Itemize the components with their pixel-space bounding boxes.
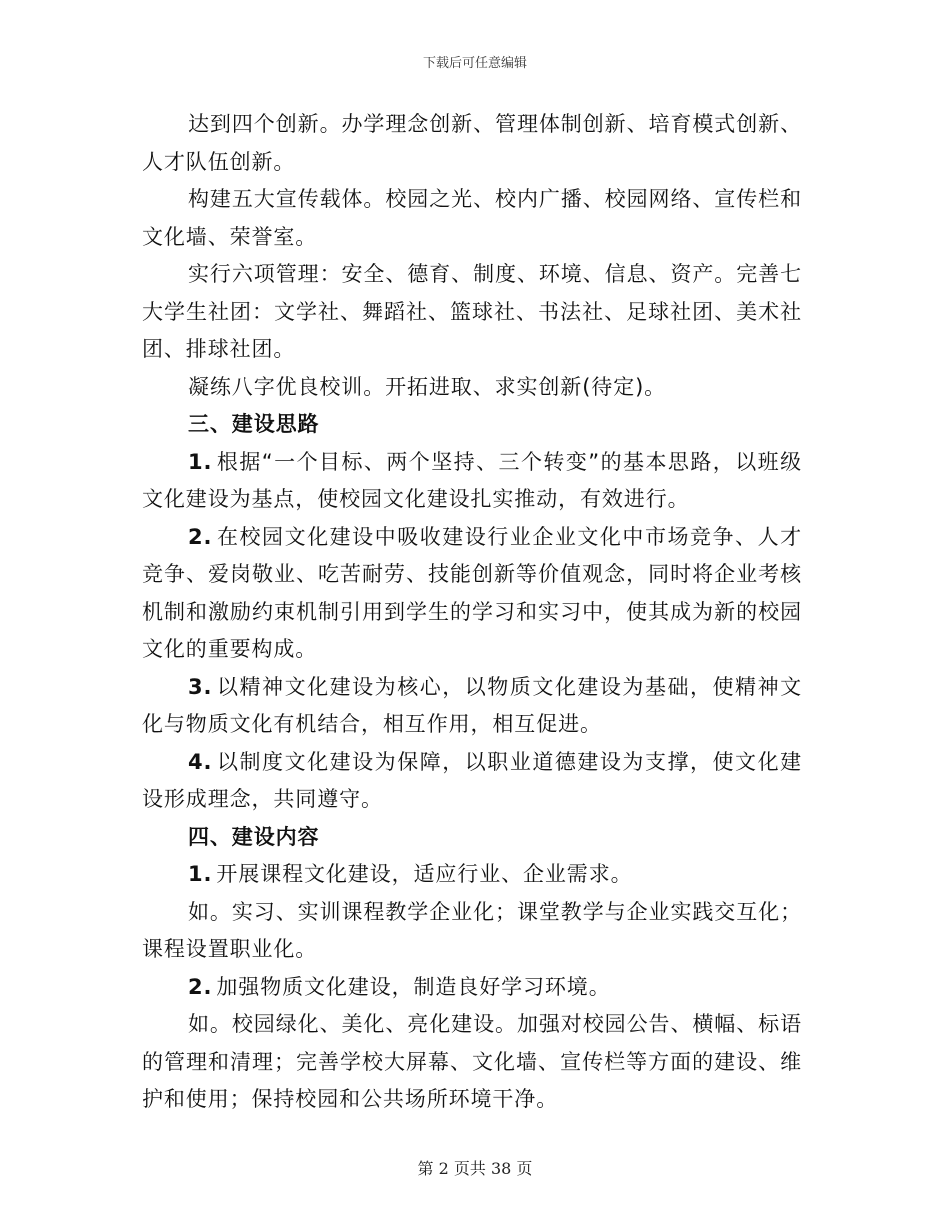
paragraph-text: 构建五大宣传载体。校园之光、校内广播、校园网络、宣传栏和文化墙、荣誉室。 (142, 187, 802, 249)
paragraph (142, 106, 802, 181)
item-number: 2. (188, 524, 213, 549)
paragraph (142, 856, 802, 894)
item-number: 4. (188, 749, 213, 774)
paragraph (142, 519, 802, 669)
paragraph-text: 以精神文化建设为核心，以物质文化建设为基础，使精神文化与物质文化有机结合，相互作用，相互促进。 (142, 674, 802, 736)
item-number: 3. (188, 674, 213, 699)
paragraph-text: 如。校园绿化、美化、亮化建设。加强对校园公告、横幅、标语的管理和清理；完善学校大屏幕、文化墙、宣传栏等方面的建设、维护和使用；保持校园和公共场所环境干净。 (142, 1012, 802, 1111)
page-footer: 第 2 页共 38 页 (417, 1159, 533, 1178)
paragraph-text: 根据“一个目标、两个坚持、三个转变”的基本思路，以班级文化建设为基点，使校园文化建设扎实推动，有效进行。 (142, 449, 802, 511)
page-header: 下载后可任意编辑 (422, 56, 527, 71)
paragraph-text: 加强物质文化建设，制造良好学习环境。 (216, 974, 611, 999)
section-heading: 四、建设内容 (188, 824, 320, 849)
paragraph-text: 凝练八字优良校训。开拓进取、求实创新(待定)。 (188, 374, 667, 399)
item-number: 1. (188, 449, 213, 474)
paragraph (142, 669, 802, 744)
paragraph-text: 以制度文化建设为保障，以职业道德建设为支撑，使文化建设形成理念，共同遵守。 (142, 749, 802, 811)
paragraph (142, 894, 802, 969)
paragraph-text: 实行六项管理：安全、德育、制度、环境、信息、资产。完善七大学生社团：文学社、舞蹈社、篮球社、书法社、足球社团、美术社团、排球社团。 (142, 262, 802, 361)
paragraph (142, 744, 802, 819)
paragraph-text: 如。实习、实训课程教学企业化；课堂教学与企业实践交互化；课程设置职业化。 (142, 899, 802, 961)
section-heading: 三、建设思路 (188, 412, 320, 436)
paragraph (142, 181, 802, 256)
paragraph-text: 达到四个创新。办学理念创新、管理体制创新、培育模式创新、人才队伍创新。 (142, 112, 802, 174)
paragraph (142, 444, 802, 519)
item-number: 1. (188, 862, 213, 886)
paragraph (142, 969, 802, 1007)
paragraph-text: 开展课程文化建设，适应行业、企业需求。 (216, 862, 633, 886)
document-body (142, 106, 802, 1119)
item-number: 2. (188, 974, 213, 999)
paragraph (142, 369, 802, 407)
paragraph (142, 256, 802, 369)
paragraph-text: 在校园文化建设中吸收建设行业企业文化中市场竞争、人才竞争、爱岗敬业、吃苦耐劳、技能创新等价值观念，同时将企业考核机制和激励约束机制引用到学生的学习和实习中，使其成为新的校园文化的重要构成。 (142, 524, 802, 661)
paragraph (142, 1006, 802, 1119)
